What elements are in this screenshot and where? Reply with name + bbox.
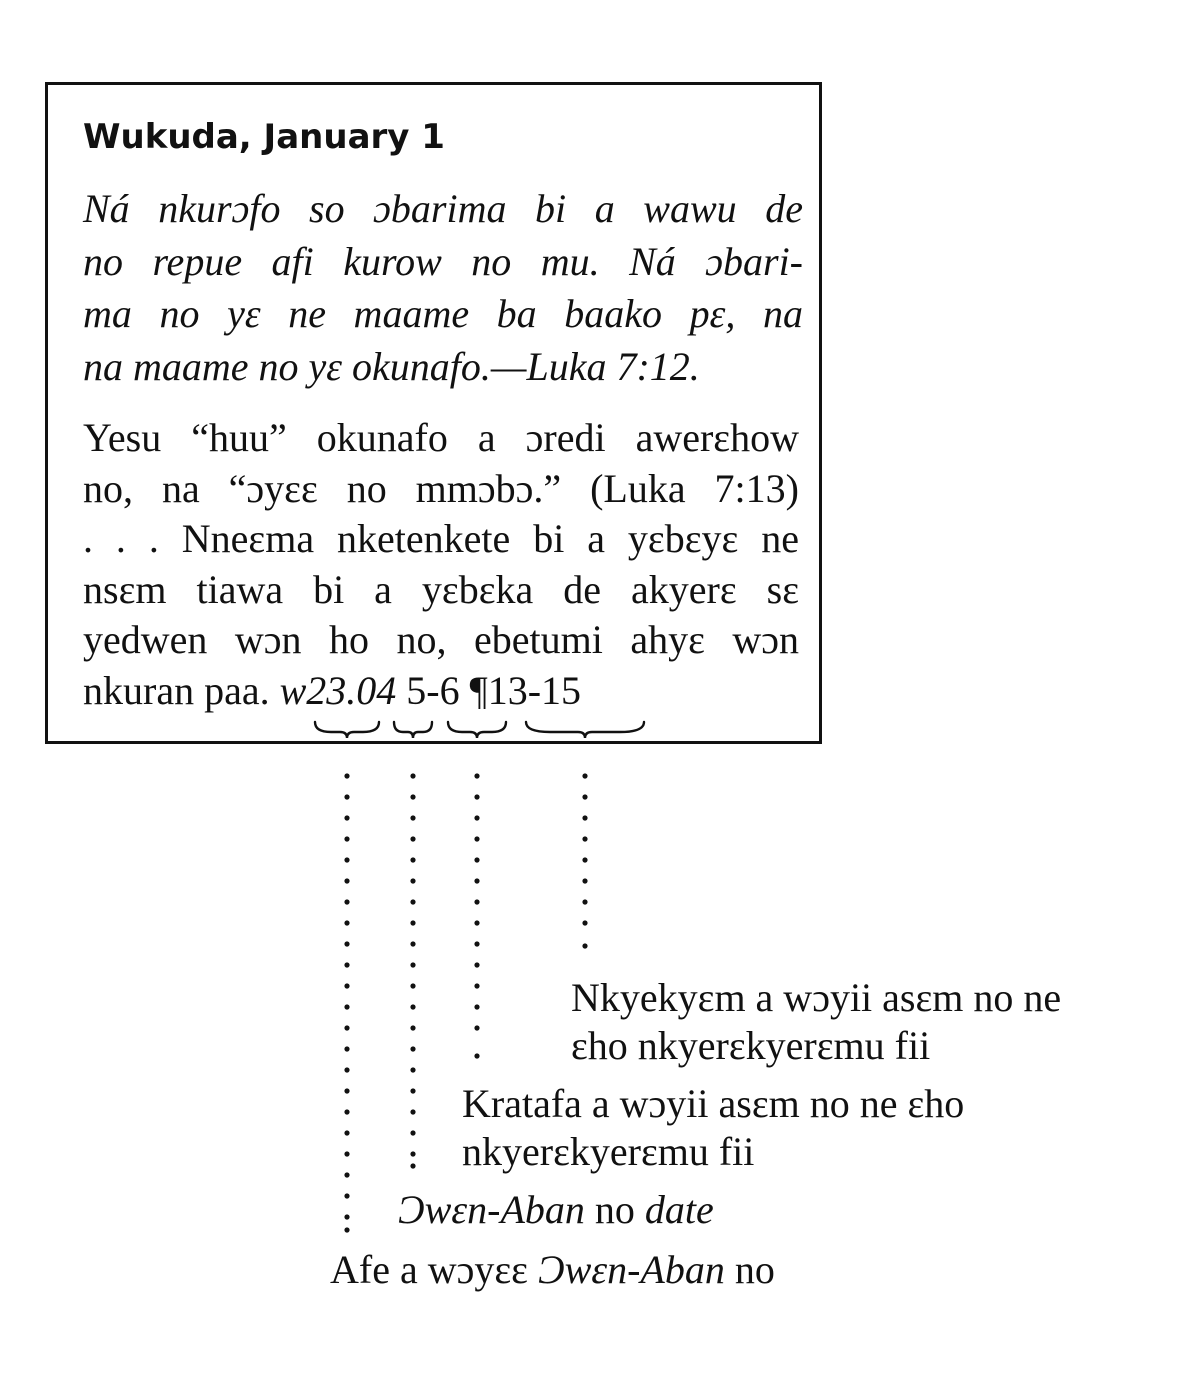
comment-line: no, na “ɔyɛɛ no mmɔbɔ.” (Luka 7:13) — [83, 465, 799, 511]
comment-line: . . . Nneɛma nketenkete bi a yɛbɛyɛ ne — [83, 516, 799, 561]
label-pages-line: nkyerɛkyerɛmu fii — [462, 1129, 755, 1174]
dotted-line-publication — [344, 773, 349, 1232]
dotted-line-issue — [410, 773, 415, 1168]
daily-text-box — [45, 82, 822, 744]
comment-line: yedwen wɔn ho no, ebetumi ahyɛ wɔn — [83, 617, 799, 662]
ref-paragraphs: ¶13-15 — [469, 667, 582, 713]
verse-line: na maame no yɛ okunafo.—Luka 7:12. — [83, 343, 700, 389]
verse-line: no repue afi kurow no mu. Ná ɔbari- — [83, 238, 803, 284]
label-paragraph-line: Nkyekyɛm a wɔyii asɛm no ne — [571, 975, 1062, 1020]
label-date — [398, 1186, 714, 1234]
label-title-name: Ɔwɛn-Aban — [537, 1247, 725, 1292]
label-paragraph-line: ɛho nkyerɛkyerɛmu fii — [571, 1023, 931, 1068]
label-title-suffix: no — [734, 1247, 775, 1292]
label-title-prefix: Afe a wɔyɛɛ — [330, 1247, 528, 1292]
label-date-name: Ɔwɛn-Aban — [398, 1187, 585, 1232]
verse-line: ma no yɛ ne maame ba baako pɛ, na — [83, 291, 803, 336]
comment-line: nsɛm tiawa bi a yɛbɛka de akyerɛ sɛ — [83, 566, 799, 612]
label-date-middle: no — [594, 1187, 635, 1232]
dotted-line-pages — [474, 773, 479, 1058]
label-date-word: date — [644, 1187, 714, 1232]
ref-publication: w23. — [279, 667, 357, 713]
comment-last-line — [83, 666, 799, 717]
label-pages — [462, 1080, 964, 1176]
label-title — [330, 1246, 775, 1294]
verse-line: Ná nkurɔfo so ɔbarima bi a wawu de — [83, 186, 803, 231]
comment-line: Yesu “huu” okunafo a ɔredi awerɛhow — [83, 415, 799, 460]
comment-paragraph — [83, 413, 799, 716]
label-pages-line: Kratafa a wɔyii asɛm no ne ɛho — [462, 1081, 965, 1126]
dotted-line-paragraphs — [582, 773, 587, 948]
date-heading: Wukuda, January 1 — [83, 117, 445, 157]
label-paragraph — [571, 974, 1061, 1070]
ref-issue: 04 — [356, 667, 397, 713]
comment-last-text: nkuran paa. — [83, 667, 270, 713]
ref-pages: 5-6 — [406, 667, 460, 713]
theme-scripture — [83, 183, 803, 393]
